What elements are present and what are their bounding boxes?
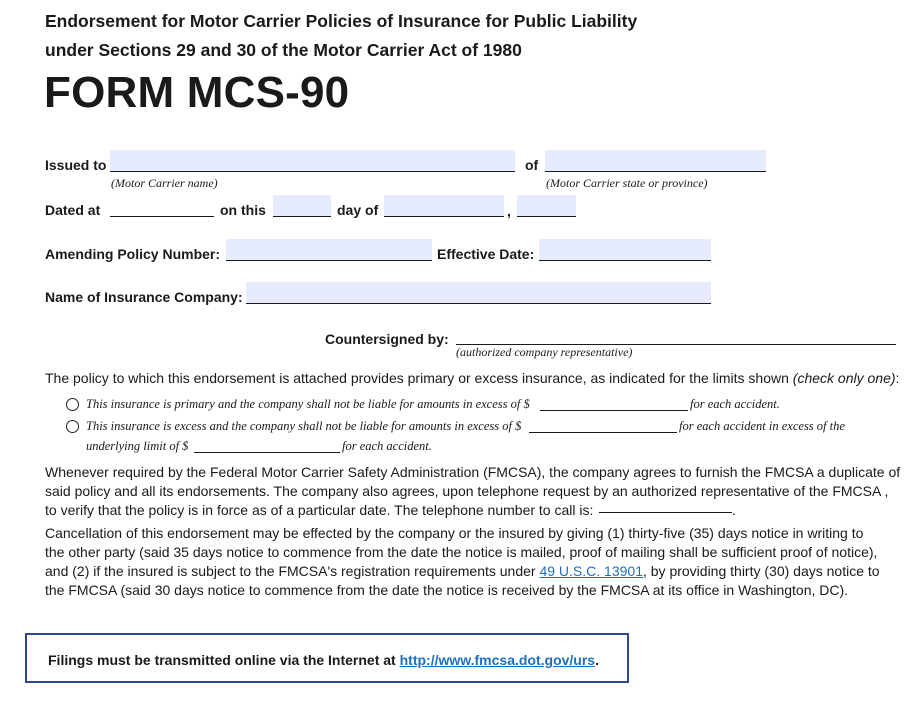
issued-to-label: Issued to — [45, 157, 107, 173]
cancellation-para-line-4: the FMCSA (said 30 days notice to commence from the date the notice is received by the FMCSA at its office in Washington, DC). — [45, 582, 849, 598]
option-excess-text: This insurance is excess and the company shall not be liable for amounts in excess of $ — [86, 419, 522, 433]
insurance-company-field[interactable] — [246, 282, 711, 304]
underlying-limit-suffix: for each accident. — [342, 439, 432, 453]
form-subtitle-line-2: under Sections 29 and 30 of the Motor Carrier Act of 1980 — [45, 40, 522, 60]
fmcsa-para-line-1: Whenever required by the Federal Motor Carrier Safety Administration (FMCSA), the company agrees to furnish the FMCSA a duplicate of — [45, 464, 901, 480]
comma-separator: , — [507, 203, 511, 219]
carrier-state-field[interactable] — [545, 150, 766, 172]
year-field[interactable] — [517, 195, 576, 217]
cancellation-para-line-3 — [45, 562, 880, 581]
filing-notice-end: . — [595, 652, 599, 668]
on-this-label: on this — [220, 202, 266, 218]
form-subtitle-line-1: Endorsement for Motor Carrier Policies of Insurance for Public Liability — [45, 11, 638, 31]
primary-insurance-radio[interactable] — [66, 398, 79, 411]
cancellation-para-line-2: the other party (said 35 days notice to commence from the date the notice is mailed, proof of mailing shall be sufficient proof of notice), — [45, 544, 878, 560]
excess-amount-line[interactable] — [529, 432, 677, 433]
carrier-name-caption: (Motor Carrier name) — [111, 176, 218, 190]
of-label: of — [525, 157, 539, 173]
countersigned-label: Countersigned by: — [325, 331, 449, 347]
dated-at-field[interactable] — [110, 195, 214, 217]
dated-at-label: Dated at — [45, 202, 101, 218]
issued-to-field[interactable] — [110, 150, 515, 172]
filing-notice-text — [48, 652, 599, 668]
cancellation-line-3-b: , by providing thirty (30) days notice to — [642, 563, 880, 579]
fmcsa-urs-link[interactable]: http://www.fmcsa.dot.gov/urs — [399, 652, 596, 668]
state-caption: (Motor Carrier state or province) — [546, 176, 708, 190]
option-excess-suffix: for each accident in excess of the — [679, 419, 845, 433]
insurance-company-label: Name of Insurance Company: — [45, 289, 243, 305]
policy-intro-end: : — [895, 370, 900, 386]
underlying-limit-text: underlying limit of $ — [86, 439, 189, 453]
fmcsa-para-line-2: said policy and all its endorsements. The company also agrees, upon telephone request by an authorized representative of the FMCSA , — [45, 483, 889, 499]
representative-caption: (authorized company representative) — [456, 345, 633, 359]
effective-date-label: Effective Date: — [437, 246, 535, 262]
policy-intro-text: The policy to which this endorsement is attached provides primary or excess insurance, as indicated for the limits shown — [45, 370, 793, 386]
cancellation-line-3-a: and (2) if the insured is subject to the FMCSA's registration requirements under — [45, 563, 540, 579]
underlying-limit-line[interactable] — [194, 452, 340, 453]
amending-policy-label: Amending Policy Number: — [45, 246, 221, 262]
fmcsa-para-line-3: to verify that the policy is in force as of a particular date. The telephone number to call is: — [45, 502, 594, 518]
amending-policy-field[interactable] — [226, 239, 432, 261]
fmcsa-para-line-3-end: . — [732, 502, 736, 518]
option-primary-suffix: for each accident. — [690, 397, 780, 411]
day-of-month-field[interactable] — [384, 195, 504, 217]
excess-insurance-radio[interactable] — [66, 420, 79, 433]
primary-amount-line[interactable] — [540, 410, 688, 411]
day-of-label: day of — [337, 202, 379, 218]
filing-notice-label: Filings must be transmitted online via the Internet at — [48, 652, 400, 668]
cancellation-para-line-1: Cancellation of this endorsement may be effected by the company or the insured by giving (1) thirty-five (35) days notice in writing to — [45, 525, 864, 541]
option-primary-text: This insurance is primary and the company shall not be liable for amounts in excess of $ — [86, 397, 530, 411]
on-this-day-field[interactable] — [273, 195, 331, 217]
policy-intro — [45, 369, 899, 388]
usc-13901-link[interactable]: 49 U.S.C. 13901 — [539, 563, 643, 579]
check-only-one: (check only one) — [792, 370, 896, 386]
effective-date-field[interactable] — [539, 239, 711, 261]
form-title: FORM MCS-90 — [44, 68, 350, 117]
telephone-number-line[interactable] — [599, 512, 732, 513]
